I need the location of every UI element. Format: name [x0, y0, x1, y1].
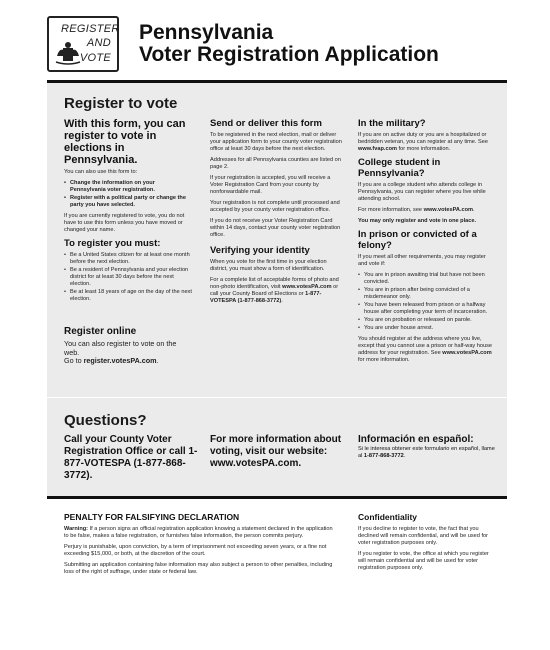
warning-label: Warning:	[64, 526, 89, 532]
send-p4: Your registration is not complete until processed and accepted by your county voter registration office.	[210, 200, 340, 213]
bottom-rule	[47, 496, 507, 499]
confidentiality-p1: If you decline to register to vote, the fact that you declined will remain confidential, and will be used for voter registration purposes only.	[358, 526, 488, 546]
register-online-text: You can also register to vote on the web.	[64, 339, 177, 357]
list-item: • You are on probation or released on parole.	[358, 317, 494, 324]
spanish-end: .	[403, 453, 406, 459]
college-p2-end: .	[473, 207, 475, 213]
list-item: • You are under house arrest.	[358, 325, 494, 332]
info-column	[358, 118, 494, 368]
send-heading: Send or deliver this form	[210, 118, 322, 129]
votespa-link[interactable]: www.votesPA.com	[282, 284, 332, 290]
felony-p2-a: You should register at the address where you live, except that you cannot use a prison or half-way house address for your registration. See	[358, 336, 493, 356]
college-votespa-link[interactable]: www.votesPA.com	[423, 207, 474, 213]
register-online-section	[64, 326, 192, 366]
penalty-p3: Submitting an application containing false information may also subject a person to other penalties, including loss of the right of suffrage, under state or federal law.	[64, 562, 333, 575]
felony-heading: In prison or convicted of a felony?	[358, 229, 477, 251]
felony-list	[358, 272, 494, 332]
send-p3: If your registration is accepted, you will receive a Voter Registration Card from your county by nonforwardable mail.	[210, 175, 331, 195]
college-p2	[358, 207, 494, 214]
verify-heading: Verifying your identity	[210, 245, 310, 256]
military-p1-a: If you are on active duty or you are a hospitalized or bedridden veteran, you can register at any time. See	[358, 132, 488, 145]
list-item: • Be a resident of Pennsylvania and your election district for at least 30 days before the next election.	[64, 267, 192, 288]
spanish-text-a: Si le interesa obtener este formulario en español, llame al	[358, 446, 495, 459]
header	[47, 13, 507, 75]
spanish-text	[358, 446, 498, 460]
penalty-section	[64, 512, 334, 580]
verify-p2-a: For a complete list of acceptable forms of photo and non-photo identification, visit	[210, 277, 339, 290]
college-p1: If you are a college student who attends college in Pennsylvania, you can register where you live while attending school.	[358, 182, 486, 202]
register-and-vote-logo	[47, 16, 119, 72]
send-column	[210, 118, 342, 309]
military-p1-b: for more information.	[396, 146, 451, 152]
verify-p1: When you vote for the first time in your election district, you must show a form of identification.	[210, 259, 327, 272]
send-p1: To be registered in the next election, mail or deliver your application form to your county voter registration office at least 30 days before the next election.	[210, 132, 342, 152]
list-item: • You are in prison after being convicted of a misdemeanor only.	[358, 287, 494, 301]
felony-p2-b: for more information.	[358, 357, 410, 363]
title-line-1: Pennsylvania	[139, 21, 274, 44]
confidentiality-section	[358, 512, 494, 576]
register-heading: Register to vote	[64, 95, 178, 112]
logo-line-1: REGISTER	[61, 23, 120, 35]
register-online-goto	[64, 357, 192, 366]
verify-p2	[210, 277, 342, 305]
votespa-phone: 1-877-VOTESPA (1-877-868-3772)	[210, 291, 322, 304]
register-column	[64, 118, 192, 307]
state-seal-icon	[53, 38, 83, 68]
penalty-warning	[64, 526, 334, 540]
spanish-heading: Información en español:	[358, 434, 474, 445]
logo-line-2: AND	[86, 37, 111, 49]
also-use-list	[64, 180, 192, 209]
college-p2-a: For more information, see	[358, 207, 424, 213]
list-item: • Register with a political party or change the party you have selected.	[64, 195, 192, 209]
send-p2: Addresses for all Pennsylvania counties are listed on page 2.	[210, 157, 341, 170]
section-divider	[47, 397, 507, 398]
register-online-heading: Register online	[64, 326, 137, 337]
also-use-text: You can also use this form to:	[64, 169, 138, 175]
list-item: • Change the information on your Pennsylvania voter registration.	[64, 180, 192, 194]
college-p3: You may only register and vote in one place.	[358, 218, 477, 224]
list-item: • Be at least 18 years of age on the day of the next election.	[64, 289, 192, 303]
list-item: • You have been released from prison or a halfway house after completing your term of incarceration.	[358, 302, 494, 316]
penalty-heading: PENALTY FOR FALSIFYING DECLARATION	[64, 512, 240, 522]
logo-line-3: VOTE	[79, 52, 111, 64]
goto-label: Go to	[64, 356, 84, 365]
felony-p2	[358, 336, 494, 364]
warning-text: If a person signs an official registration application knowing a statement declared in the application to be false, makes a false registration, or furnishes false information, the person commits perjury.	[64, 526, 333, 539]
must-heading: To register you must:	[64, 238, 161, 249]
military-heading: In the military?	[358, 118, 426, 129]
send-p5: If you do not receive your Voter Registration Card within 14 days, contact your county voter registration office.	[210, 218, 341, 238]
register-online-link[interactable]: register.votesPA.com	[83, 356, 157, 365]
questions-call: Call your County Voter Registration Office or call 1-877-VOTESPA (1-877-868-3772).	[64, 434, 198, 481]
felony-votespa-link[interactable]: www.votesPA.com	[442, 350, 492, 356]
list-item: • Be a United States citizen for at least one month before the next election.	[64, 252, 192, 266]
must-list	[64, 252, 192, 303]
questions-heading: Questions?	[64, 412, 147, 429]
confidentiality-heading: Confidentiality	[358, 512, 418, 522]
spanish-phone: 1-877-868-3772	[363, 453, 404, 459]
goto-end: .	[156, 356, 159, 365]
questions-spanish	[358, 434, 498, 460]
confidentiality-p2: If you register to vote, the office at which you register will remain confidential and will be used for voter registration purposes only.	[358, 551, 489, 571]
currently-registered-text: If you are currently registered to vote, you do not have to use this form unless you have moved or changed your name.	[64, 213, 185, 233]
verify-p2-b: or call your County Board of Elections or	[210, 284, 339, 297]
fvap-link[interactable]: www.fvap.com	[358, 146, 397, 152]
verify-p2-end: .	[281, 298, 283, 304]
penalty-p2: Perjury is punishable, upon conviction, by a term of imprisonment not exceeding seven years, or a fine not exceeding $15,000, or both, at the discretion of the court.	[64, 544, 327, 557]
college-heading: College student in Pennsylvania?	[358, 157, 441, 179]
title-line-2: Voter Registration Application	[139, 43, 439, 66]
register-intro-heading: With this form, you can register to vote in elections in Pennsylvania.	[64, 118, 186, 166]
felony-p1: If you meet all other requirements, you may register and vote if:	[358, 254, 486, 267]
questions-web: For more information about voting, visit our website: www.votesPA.com.	[210, 434, 342, 469]
military-p1	[358, 132, 494, 153]
list-item: • You are in prison awaiting trial but have not been convicted.	[358, 272, 494, 286]
page-title	[139, 22, 439, 66]
